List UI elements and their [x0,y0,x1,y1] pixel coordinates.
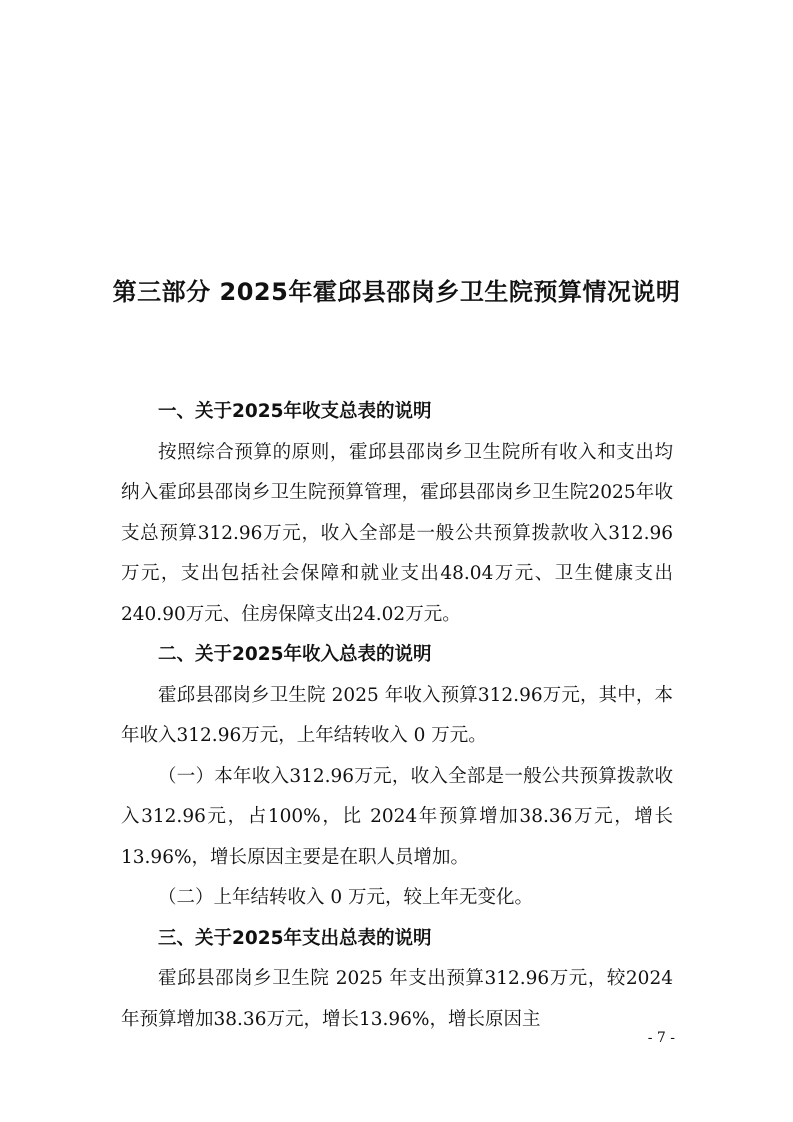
section-heading-3: 三、关于2025年支出总表的说明 [158,927,432,949]
section-2-paragraph-1: 霍邱县邵岗乡卫生院 2025 年收入预算312.96万元，其中，本年收入312.96万元，上年结转收入 0 万元。 [121,684,673,746]
document-body [121,392,673,1040]
section-heading-1: 一、关于2025年收支总表的说明 [158,401,432,422]
section-heading-2: 二、关于2025年收入总表的说明 [158,644,432,665]
document-title: 第三部分 2025年霍邱县邵岗乡卫生院预算情况说明 [112,278,681,306]
section-1-paragraph-1: 按照综合预算的原则，霍邱县邵岗乡卫生院所有收入和支出均纳入霍邱县邵岗乡卫生院预算管理，霍邱县邵岗乡卫生院2025年收支总预算312.96万元，收入全部是一般公共预算拨款收入312.96万元，支出包括社会保障和就业支出48.04万元、卫生健康支出240.90万元、住房保障支出24.02万元。 [121,441,673,625]
section-3-paragraph-1: 霍邱县邵岗乡卫生院 2025 年支出预算312.96万元，较2024年预算增加38.36万元，增长13.96%，增长原因主 [121,968,673,1030]
section-2-paragraph-2: （一）本年收入312.96万元，收入全部是一般公共预算拨款收入312.96元，占100%，比 2024年预算增加38.36万元，增长13.96%，增长原因主要是在职人员增加。 [121,765,673,868]
page-number: - 7 - [647,1030,675,1046]
section-2-paragraph-3: （二）上年结转收入 0 万元，较上年无变化。 [158,887,534,908]
